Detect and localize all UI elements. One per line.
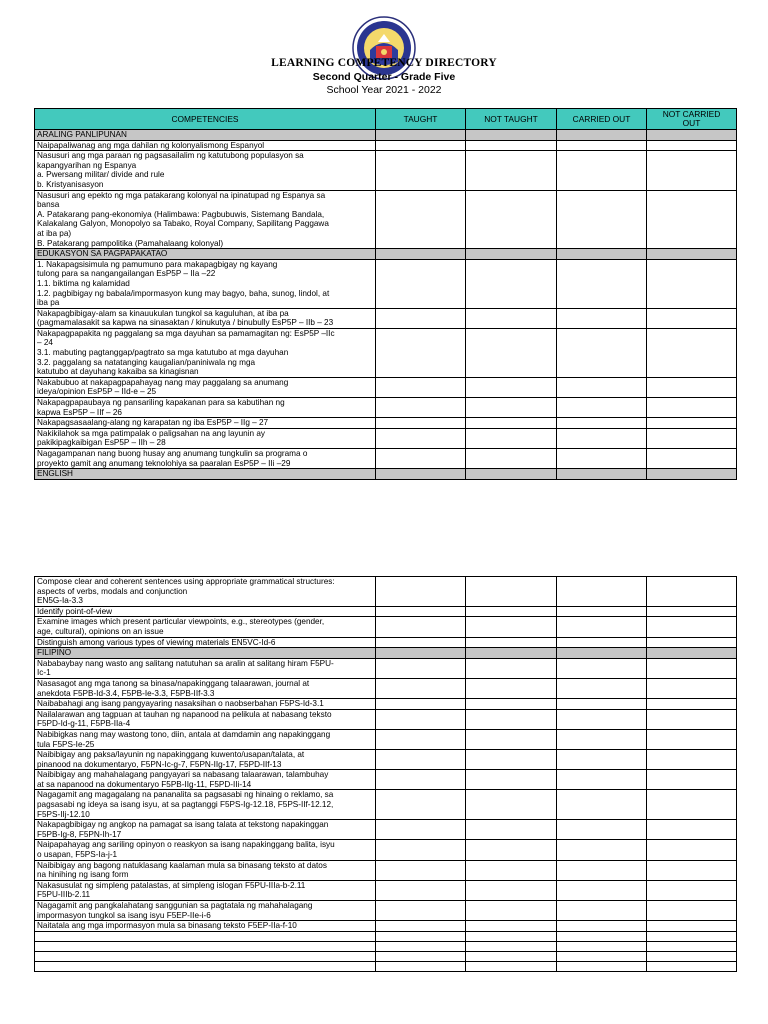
carried-out-cell — [557, 249, 647, 260]
carried-out-cell[interactable] — [557, 901, 647, 921]
taught-cell[interactable] — [376, 860, 466, 880]
section-label: ENGLISH — [35, 469, 376, 480]
section-label: FILIPINO — [35, 648, 376, 659]
taught-cell — [376, 130, 466, 141]
taught-cell[interactable] — [376, 418, 466, 429]
quarter-grade-subtitle: Second Quarter - Grade Five — [312, 71, 456, 83]
table-row — [35, 941, 737, 951]
not-carried-out-cell[interactable] — [647, 729, 737, 749]
taught-cell[interactable] — [376, 770, 466, 790]
not-carried-out-cell[interactable] — [647, 377, 737, 397]
competency-cell: Nakasusulat ng simpleng patalastas, at simpleng islogan F5PU-IIIa-b-2.11 F5PU-IIIb-2.11 — [35, 880, 376, 900]
carried-out-cell[interactable] — [557, 617, 647, 637]
header-not-carried-out: NOT CARRIED OUT — [647, 109, 737, 130]
not-taught-cell[interactable] — [466, 840, 557, 860]
table-row — [35, 398, 737, 418]
section-row — [35, 130, 737, 141]
taught-cell[interactable] — [376, 190, 466, 249]
not-taught-cell[interactable] — [466, 931, 557, 941]
competency-cell: Naibabahagi ang isang pangyayaring nasaksihan o naobserbahan F5PS-Id-3.1 — [35, 699, 376, 710]
competency-cell: Naibibigay ang bagong natuklasang kaalaman mula sa binasang teksto at datos na hinihing ng isang form — [35, 860, 376, 880]
taught-cell[interactable] — [376, 880, 466, 900]
not-taught-cell[interactable] — [466, 951, 557, 961]
competency-cell: Nakapagsasaalang-alang ng karapatan ng iba EsP5P – IIg – 27 — [35, 418, 376, 429]
taught-cell[interactable] — [376, 658, 466, 678]
not-taught-cell — [466, 130, 557, 141]
competency-cell — [35, 931, 376, 941]
not-taught-cell[interactable] — [466, 606, 557, 617]
taught-cell[interactable] — [376, 577, 466, 607]
not-carried-out-cell[interactable] — [647, 428, 737, 448]
taught-cell[interactable] — [376, 931, 466, 941]
section-row — [35, 648, 737, 659]
table-row — [35, 606, 737, 617]
taught-cell[interactable] — [376, 428, 466, 448]
table-row — [35, 750, 737, 770]
not-carried-out-cell[interactable] — [647, 328, 737, 377]
not-taught-cell[interactable] — [466, 151, 557, 190]
not-carried-out-cell[interactable] — [647, 931, 737, 941]
not-taught-cell[interactable] — [466, 921, 557, 932]
carried-out-cell[interactable] — [557, 931, 647, 941]
carried-out-cell[interactable] — [557, 577, 647, 607]
taught-cell[interactable] — [376, 398, 466, 418]
not-carried-out-cell[interactable] — [647, 750, 737, 770]
table-row — [35, 790, 737, 820]
carried-out-cell[interactable] — [557, 709, 647, 729]
not-taught-cell[interactable] — [466, 637, 557, 648]
taught-cell[interactable] — [376, 259, 466, 308]
carried-out-cell[interactable] — [557, 658, 647, 678]
not-carried-out-cell[interactable] — [647, 840, 737, 860]
not-taught-cell[interactable] — [466, 941, 557, 951]
table-row — [35, 860, 737, 880]
carried-out-cell[interactable] — [557, 606, 647, 617]
competency-cell: Nakapagbibigay-alam sa kinauukulan tungkol sa kaguluhan, at iba pa (pagmamalasakit sa kapwa na sinasaktan / kinukutya / binubully EsP5P – IIb – 23 — [35, 308, 376, 328]
carried-out-cell[interactable] — [557, 699, 647, 710]
table-row — [35, 729, 737, 749]
not-taught-cell[interactable] — [466, 190, 557, 249]
carried-out-cell — [557, 648, 647, 659]
not-carried-out-cell[interactable] — [647, 449, 737, 469]
table-row — [35, 328, 737, 377]
section-row — [35, 469, 737, 480]
competency-cell: Naipapahayag ang sariling opinyon o reaskyon sa isang napakinggang balita, isyu o usapan, F5PS-Ia-j-1 — [35, 840, 376, 860]
competency-cell: Nagagampanan nang buong husay ang anumang tungkulin sa programa o proyekto gamit ang anumang teknolohiya sa paaralan EsP5P – IIi –29 — [35, 449, 376, 469]
not-taught-cell[interactable] — [466, 617, 557, 637]
taught-cell[interactable] — [376, 606, 466, 617]
competency-cell — [35, 961, 376, 971]
table-row — [35, 880, 737, 900]
header-taught: TAUGHT — [376, 109, 466, 130]
not-taught-cell[interactable] — [466, 709, 557, 729]
competency-cell: 1. Nakapagsisimula ng pamumuno para makapagbigay ng kayang tulong para sa nangangailangan EsP5P – IIa –22 1.1. biktima ng kalamidad 1.2. pagbibigay ng babala/impormasyon kung may bagyo, baha, sunog, lindol, at iba pa — [35, 259, 376, 308]
competency-cell: Naibibigay ang paksa/layunin ng napakinggang kuwento/usapan/talata, at pinanood na dokumentaryo, F5PN-Ic-g-7, F5PN-IIg-17, F5PD-IIf-13 — [35, 750, 376, 770]
not-taught-cell[interactable] — [466, 790, 557, 820]
carried-out-cell[interactable] — [557, 377, 647, 397]
not-taught-cell — [466, 648, 557, 659]
not-taught-cell — [466, 469, 557, 480]
table-row — [35, 259, 737, 308]
carried-out-cell[interactable] — [557, 750, 647, 770]
not-carried-out-cell[interactable] — [647, 961, 737, 971]
competency-cell: Naipapaliwanag ang mga dahilan ng kolonyalismong Espanyol — [35, 140, 376, 151]
not-taught-cell[interactable] — [466, 577, 557, 607]
competency-cell: Nakapagpapaubaya ng pansariling kapakanan para sa kabutihan ng kapwa EsP5P – IIf – 26 — [35, 398, 376, 418]
competency-cell: Naibibigay ang mahahalagang pangyayari sa nabasang talaarawan, talambuhay at sa napanood na dokumentaryo F5PB-IIg-11, F5PD-IIi-14 — [35, 770, 376, 790]
not-taught-cell[interactable] — [466, 729, 557, 749]
table-row — [35, 678, 737, 698]
not-taught-cell[interactable] — [466, 678, 557, 698]
directory-title: LEARNING COMPETENCY DIRECTORY — [271, 57, 497, 69]
taught-cell[interactable] — [376, 820, 466, 840]
carried-out-cell[interactable] — [557, 140, 647, 151]
not-carried-out-cell — [647, 249, 737, 260]
taught-cell[interactable] — [376, 961, 466, 971]
taught-cell[interactable] — [376, 750, 466, 770]
not-carried-out-cell[interactable] — [647, 921, 737, 932]
not-taught-cell[interactable] — [466, 418, 557, 429]
competency-cell: Distinguish among various types of viewing materials EN5VC-Id-6 — [35, 637, 376, 648]
carried-out-cell[interactable] — [557, 328, 647, 377]
table-row — [35, 377, 737, 397]
taught-cell[interactable] — [376, 951, 466, 961]
table-row — [35, 190, 737, 249]
taught-cell[interactable] — [376, 941, 466, 951]
not-carried-out-cell[interactable] — [647, 901, 737, 921]
section-label: EDUKASYON SA PAGPAPAKATAO — [35, 249, 376, 260]
competency-cell: Nakabubuo at nakapagpapahayag nang may paggalang sa anumang ideya/opinion EsP5P – IId-e – 25 — [35, 377, 376, 397]
not-taught-cell[interactable] — [466, 328, 557, 377]
not-carried-out-cell[interactable] — [647, 941, 737, 951]
not-carried-out-cell[interactable] — [647, 606, 737, 617]
not-carried-out-cell[interactable] — [647, 190, 737, 249]
not-taught-cell[interactable] — [466, 961, 557, 971]
not-carried-out-cell[interactable] — [647, 860, 737, 880]
not-carried-out-cell[interactable] — [647, 709, 737, 729]
carried-out-cell[interactable] — [557, 951, 647, 961]
competency-table-page-1 — [34, 108, 737, 480]
competency-cell: Nasusuri ang epekto ng mga patakarang kolonyal na ipinatupad ng Espanya sa bansa A. Patakarang pang-ekonomiya (Halimbawa: Pagbubuwis, Sistemang Bandala, Kalakalang Galyon, Monopolyo sa Tabako, Royal Company, Sapilitang Paggawa at iba pa) B. Patakarang pampolitika (Pamahalaang kolonyal) — [35, 190, 376, 249]
not-taught-cell[interactable] — [466, 860, 557, 880]
carried-out-cell — [557, 130, 647, 141]
competency-cell: Nailalarawan ang tagpuan at tauhan ng napanood na pelikula at nabasang teksto F5PD-Id-g-11, F5PB-IIa-4 — [35, 709, 376, 729]
not-taught-cell[interactable] — [466, 658, 557, 678]
not-carried-out-cell[interactable] — [647, 770, 737, 790]
table-row — [35, 699, 737, 710]
not-taught-cell[interactable] — [466, 449, 557, 469]
not-taught-cell[interactable] — [466, 699, 557, 710]
table-row — [35, 449, 737, 469]
carried-out-cell[interactable] — [557, 428, 647, 448]
carried-out-cell[interactable] — [557, 151, 647, 190]
not-taught-cell[interactable] — [466, 820, 557, 840]
taught-cell[interactable] — [376, 308, 466, 328]
table-row — [35, 961, 737, 971]
not-taught-cell[interactable] — [466, 377, 557, 397]
not-carried-out-cell[interactable] — [647, 880, 737, 900]
not-carried-out-cell[interactable] — [647, 151, 737, 190]
table-row — [35, 931, 737, 941]
carried-out-cell[interactable] — [557, 308, 647, 328]
taught-cell[interactable] — [376, 840, 466, 860]
taught-cell[interactable] — [376, 699, 466, 710]
not-taught-cell[interactable] — [466, 770, 557, 790]
not-taught-cell[interactable] — [466, 140, 557, 151]
table-row — [35, 577, 737, 607]
header-not-taught: NOT TAUGHT — [466, 109, 557, 130]
section-label: ARALING PANLIPUNAN — [35, 130, 376, 141]
not-carried-out-cell[interactable] — [647, 577, 737, 607]
not-carried-out-cell[interactable] — [647, 699, 737, 710]
not-taught-cell[interactable] — [466, 398, 557, 418]
not-carried-out-cell[interactable] — [647, 418, 737, 429]
not-taught-cell[interactable] — [466, 428, 557, 448]
competency-cell: Nabibigkas nang may wastong tono, diin, antala at damdamin ang napakinggang tula F5PS-Ie-25 — [35, 729, 376, 749]
table-row — [35, 151, 737, 190]
not-carried-out-cell[interactable] — [647, 259, 737, 308]
not-carried-out-cell — [647, 469, 737, 480]
competency-cell: Nakapagbibigay ng angkop na pamagat sa isang talata at tekstong napakinggan F5PB-Ig-8, F5PN-Ih-17 — [35, 820, 376, 840]
taught-cell[interactable] — [376, 449, 466, 469]
table-row — [35, 709, 737, 729]
table-row — [35, 840, 737, 860]
section-row — [35, 249, 737, 260]
not-carried-out-cell[interactable] — [647, 790, 737, 820]
not-carried-out-cell[interactable] — [647, 658, 737, 678]
table-row — [35, 308, 737, 328]
table-row — [35, 921, 737, 932]
carried-out-cell[interactable] — [557, 418, 647, 429]
competency-cell: Nagagamit ang pangkalahatang sanggunian sa pagtatala ng mahahalagang impormasyon tungkol sa isang isyu F5EP-IIe-i-6 — [35, 901, 376, 921]
competency-cell: Examine images which present particular viewpoints, e.g., stereotypes (gender, age, cultural), opinions on an issue — [35, 617, 376, 637]
taught-cell[interactable] — [376, 790, 466, 820]
taught-cell[interactable] — [376, 729, 466, 749]
taught-cell — [376, 249, 466, 260]
not-carried-out-cell — [647, 130, 737, 141]
not-taught-cell[interactable] — [466, 880, 557, 900]
not-carried-out-cell[interactable] — [647, 820, 737, 840]
table-header-row — [35, 109, 737, 130]
carried-out-cell[interactable] — [557, 449, 647, 469]
taught-cell[interactable] — [376, 151, 466, 190]
header-carried-out: CARRIED OUT — [557, 109, 647, 130]
taught-cell[interactable] — [376, 617, 466, 637]
table-row — [35, 140, 737, 151]
table-row — [35, 770, 737, 790]
competency-cell: Nakikilahok sa mga patimpalak o paligsahan na ang layunin ay pakikipagkaibigan EsP5P – IIh – 28 — [35, 428, 376, 448]
competency-cell: Identify point-of-view — [35, 606, 376, 617]
taught-cell[interactable] — [376, 637, 466, 648]
competency-cell: Nakapagpapakita ng paggalang sa mga dayuhan sa pamamagitan ng: EsP5P –IIc – 24 3.1. mabuting pagtanggap/pagtrato sa mga katutubo at mga dayuhan 3.2. paggalang sa natatanging kaugalian/paniniwala ng mga katutubo at dayuhang kakaiba sa kinagisnan — [35, 328, 376, 377]
competency-cell — [35, 951, 376, 961]
carried-out-cell[interactable] — [557, 880, 647, 900]
competency-cell: Nababaybay nang wasto ang salitang natutuhan sa aralin at salitang hiram F5PU- Ic-1 — [35, 658, 376, 678]
not-carried-out-cell[interactable] — [647, 398, 737, 418]
school-year: School Year 2021 - 2022 — [326, 84, 442, 96]
competency-cell: Nasasagot ang mga tanong sa binasa/napakinggang talaarawan, journal at anekdota F5PB-Id-3.4, F5PB-Ie-3.3, F5PB-IIf-3.3 — [35, 678, 376, 698]
table-row — [35, 658, 737, 678]
table-row — [35, 820, 737, 840]
not-carried-out-cell[interactable] — [647, 140, 737, 151]
taught-cell[interactable] — [376, 328, 466, 377]
not-taught-cell[interactable] — [466, 259, 557, 308]
carried-out-cell[interactable] — [557, 259, 647, 308]
carried-out-cell[interactable] — [557, 770, 647, 790]
carried-out-cell[interactable] — [557, 860, 647, 880]
carried-out-cell[interactable] — [557, 921, 647, 932]
table-row — [35, 637, 737, 648]
taught-cell[interactable] — [376, 709, 466, 729]
competency-table-page-2 — [34, 576, 737, 972]
competency-cell: Nasusuri ang mga paraan ng pagsasailalim ng katutubong populasyon sa kapangyarihan ng Espanya a. Pwersang militar/ divide and rule b. Kristyanisasyon — [35, 151, 376, 190]
taught-cell[interactable] — [376, 901, 466, 921]
carried-out-cell[interactable] — [557, 820, 647, 840]
carried-out-cell[interactable] — [557, 190, 647, 249]
not-carried-out-cell[interactable] — [647, 617, 737, 637]
header-competencies: COMPETENCIES — [35, 109, 376, 130]
table-row — [35, 428, 737, 448]
carried-out-cell[interactable] — [557, 729, 647, 749]
competency-cell: Nagagamit ang magagalang na pananalita sa pagsasabi ng hinaing o reklamo, sa pagsasabi ng ideya sa isang isyu, at sa pagtanggi F5PS-Ig-12.18, F5PS-IIf-12.12, F5PS-IIj-12.10 — [35, 790, 376, 820]
carried-out-cell[interactable] — [557, 840, 647, 860]
competency-cell — [35, 941, 376, 951]
carried-out-cell[interactable] — [557, 961, 647, 971]
not-taught-cell[interactable] — [466, 750, 557, 770]
carried-out-cell[interactable] — [557, 941, 647, 951]
table-row — [35, 418, 737, 429]
table-row — [35, 951, 737, 961]
taught-cell[interactable] — [376, 921, 466, 932]
taught-cell[interactable] — [376, 140, 466, 151]
not-carried-out-cell — [647, 648, 737, 659]
not-taught-cell[interactable] — [466, 308, 557, 328]
carried-out-cell[interactable] — [557, 790, 647, 820]
taught-cell — [376, 648, 466, 659]
table-row — [35, 617, 737, 637]
not-carried-out-cell[interactable] — [647, 637, 737, 648]
not-carried-out-cell[interactable] — [647, 678, 737, 698]
taught-cell[interactable] — [376, 377, 466, 397]
not-taught-cell — [466, 249, 557, 260]
not-carried-out-cell[interactable] — [647, 951, 737, 961]
competency-cell: Compose clear and coherent sentences using appropriate grammatical structures: aspects of verbs, modals and conjunction EN5G-Ia-3.3 — [35, 577, 376, 607]
taught-cell — [376, 469, 466, 480]
carried-out-cell — [557, 469, 647, 480]
carried-out-cell[interactable] — [557, 637, 647, 648]
not-taught-cell[interactable] — [466, 901, 557, 921]
taught-cell[interactable] — [376, 678, 466, 698]
table-row — [35, 901, 737, 921]
competency-cell: Naitatala ang mga impormasyon mula sa binasang teksto F5EP-IIa-f-10 — [35, 921, 376, 932]
carried-out-cell[interactable] — [557, 398, 647, 418]
carried-out-cell[interactable] — [557, 678, 647, 698]
not-carried-out-cell[interactable] — [647, 308, 737, 328]
